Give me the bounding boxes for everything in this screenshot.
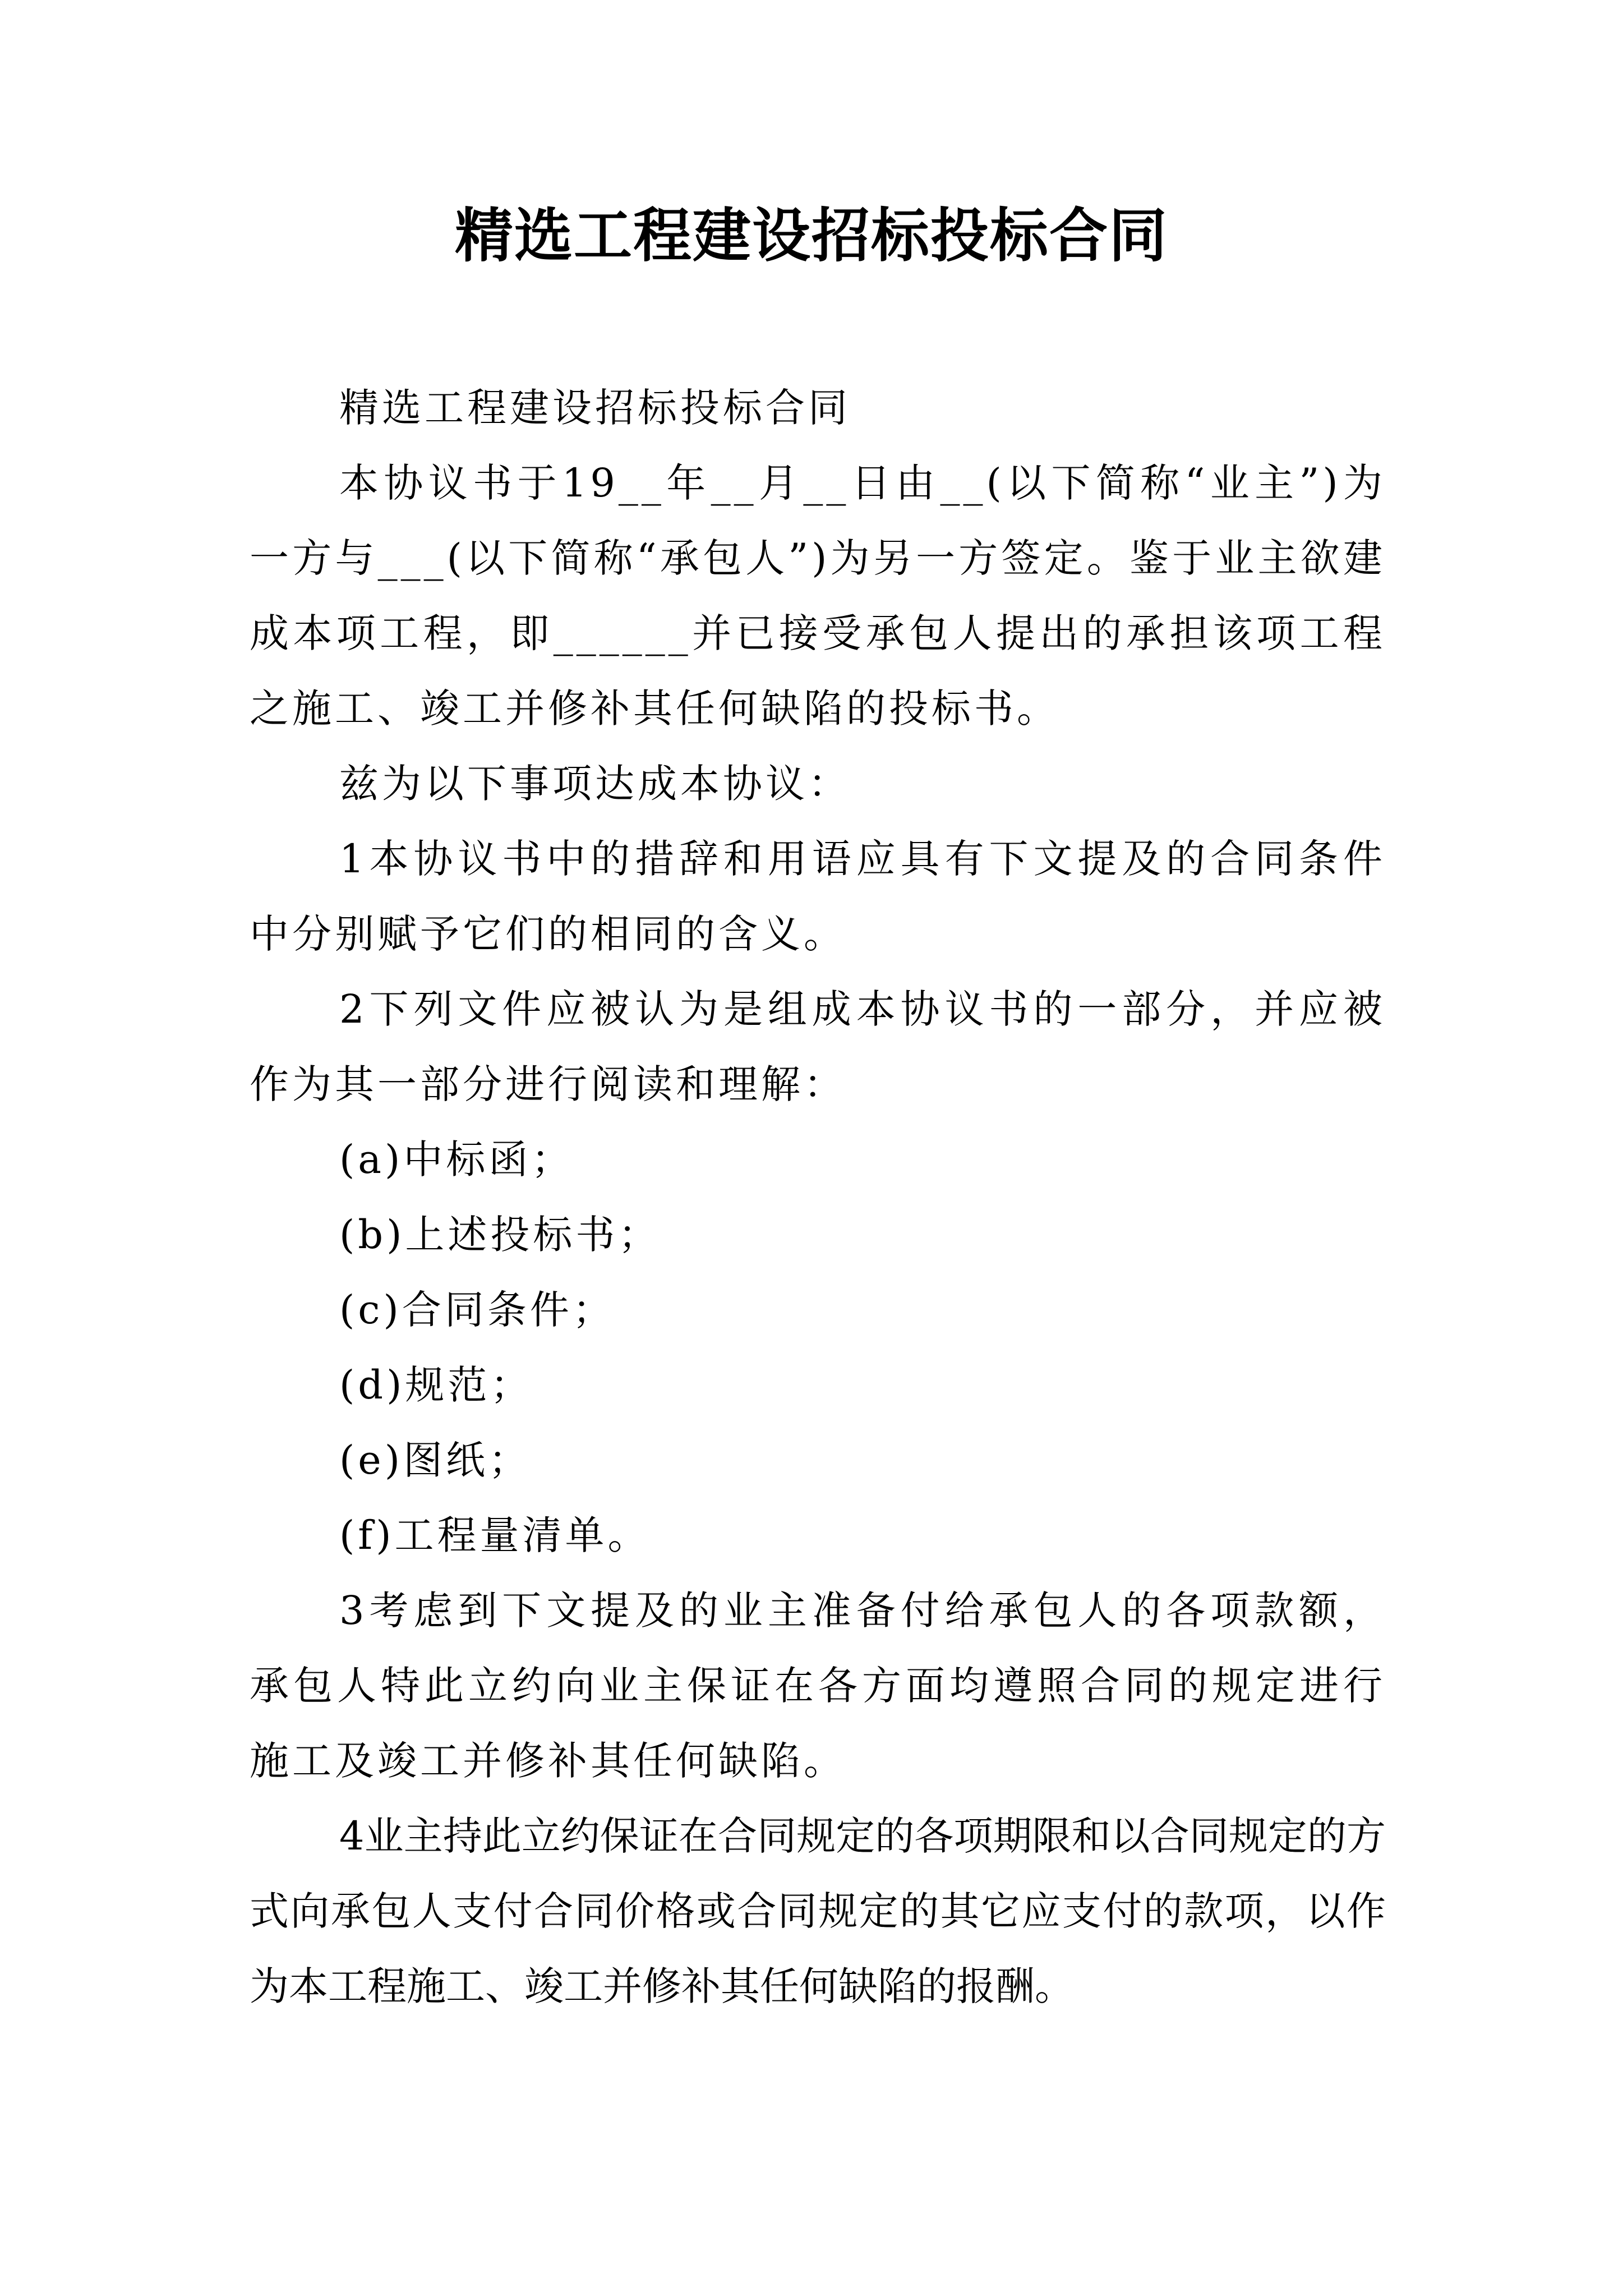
paragraph-clause-3: 3考虑到下文提及的业主准备付给承包人的各项款额，承包人特此立约向业主保证在各方面均遵照合同的规定进行施工及竣工并修补其任何缺陷。 xyxy=(250,1588,1386,1784)
list-item-f: (f)工程量清单。 xyxy=(339,1512,651,1558)
paragraph-heading: 精选工程建设招标投标合同 xyxy=(339,385,851,431)
paragraph-clause-2: 2下列文件应被认为是组成本协议书的一部分，并应被作为其一部分进行阅读和理解： xyxy=(250,986,1386,1107)
paragraph-agreement-intro: 本协议书于19__年__月__日由__(以下简称“业主”)为一方与___(以下简称“承包人”)为另一方签定。鉴于业主欲建成本项工程，即______并已接受承包人提出的承担该项工程之施工、竣工并修补其任何缺陷的投标书。 xyxy=(250,460,1386,731)
list-item-a: (a)中标函； xyxy=(339,1137,574,1182)
paragraph-agreement-statement: 兹为以下事项达成本协议： xyxy=(339,761,851,807)
paragraph-clause-4: 4业主持此立约保证在合同规定的各项期限和以合同规定的方式向承包人支付合同价格或合同规定的其它应支付的款项，以作为本工程施工、竣工并修补其任何缺陷的报酬。 xyxy=(250,1813,1386,2009)
document-body xyxy=(250,370,1386,2024)
paragraph-clause-1: 1本协议书中的措辞和用语应具有下文提及的合同条件中分别赋予它们的相同的含义。 xyxy=(250,836,1386,957)
list-item-c: (c)合同条件； xyxy=(339,1287,615,1333)
document-title: 精选工程建设招标投标合同 xyxy=(454,201,1168,270)
list-item-e: (e)图纸； xyxy=(339,1437,532,1483)
list-item-b: (b)上述投标书； xyxy=(339,1212,661,1258)
list-item-d: (d)规范； xyxy=(339,1362,533,1408)
